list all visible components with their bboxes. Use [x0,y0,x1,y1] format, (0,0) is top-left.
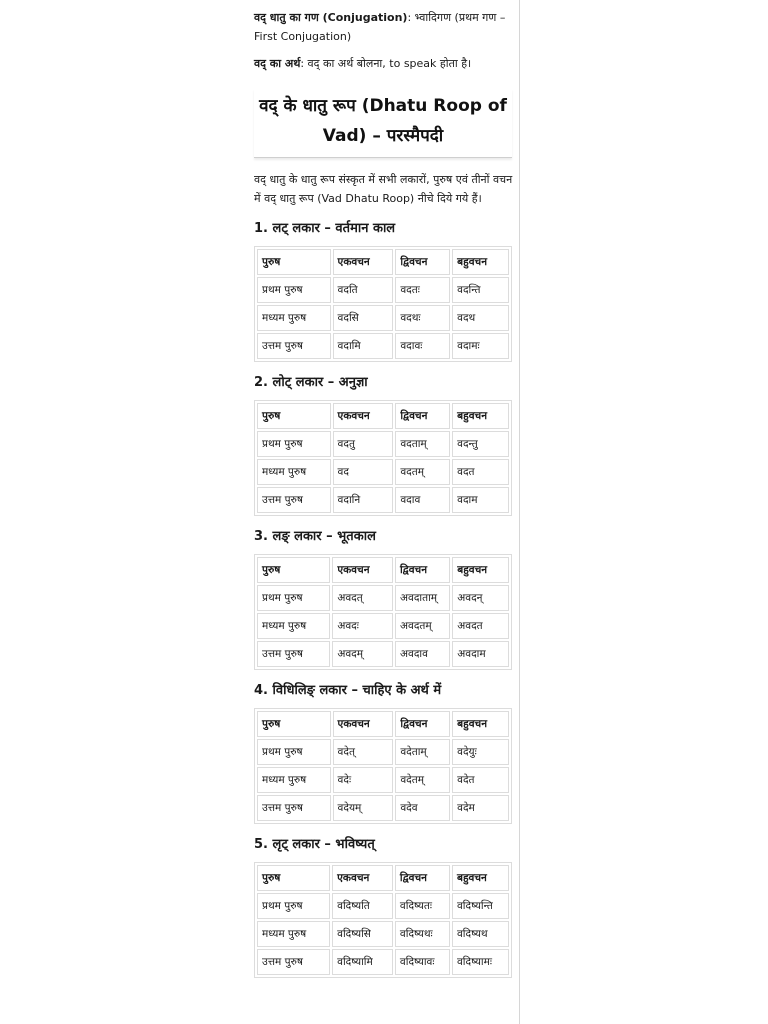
meaning-paragraph [254,54,517,73]
table-row [257,585,509,611]
column-header: पुरुष [257,249,331,275]
column-header: द्विवचन [395,249,450,275]
gana-label: वद् धातु का गण (Conjugation) [254,11,408,24]
form-cell: वदिष्यसि [332,921,393,947]
person-cell: मध्यम पुरुष [257,767,331,793]
form-cell: वदिष्यावः [395,949,450,975]
table-row [257,921,509,947]
form-cell: वदावः [395,333,450,359]
form-cell: वदेः [333,767,394,793]
form-cell: वदन्तु [452,431,509,457]
form-cell: वदत [452,459,509,485]
person-cell: प्रथम पुरुष [257,585,330,611]
person-cell: मध्यम पुरुष [257,305,331,331]
form-cell: अवदः [332,613,393,639]
person-cell: प्रथम पुरुष [257,277,331,303]
form-cell: वदानि [333,487,394,513]
table-row [257,739,509,765]
column-header: द्विवचन [395,403,450,429]
table-row [257,305,509,331]
form-cell: अवदाव [395,641,450,667]
column-header: एकवचन [333,711,394,737]
section-heading-box [254,89,512,158]
description-paragraph: वद् धातु के धातु रूप संस्कृत में सभी लकारों, पुरुष एवं तीनों वचन में वद् धातु रूप (Vad Dhatu Roop) नीचे दिये गये हैं। [254,173,513,205]
form-cell: वदेत [452,767,509,793]
form-cell: वदिष्यति [332,893,393,919]
table-row [257,487,509,513]
table-row [257,277,509,303]
form-cell: वदिष्यतः [395,893,450,919]
form-cell: वदेतम् [395,767,450,793]
person-cell: उत्तम पुरुष [257,333,331,359]
page-heading: वद् के धातु रूप (Dhatu Roop of Vad) – परस्मैपदी [259,96,507,146]
form-cell: वदतम् [395,459,450,485]
table-row [257,459,509,485]
person-cell: उत्तम पुरुष [257,487,331,513]
form-cell: अवदन् [452,585,509,611]
person-cell: प्रथम पुरुष [257,893,330,919]
section-title: 5. लृट् लकार – भविष्यत् [254,837,375,852]
form-cell: वदेव [395,795,450,821]
table-row [257,795,509,821]
table-row [257,333,509,359]
person-cell: मध्यम पुरुष [257,613,330,639]
gana-value: : भ्वादिगण (प्रथम गण – First Conjugation) [254,11,506,43]
form-cell: वदेत् [333,739,394,765]
form-cell: अवदम् [332,641,393,667]
form-cell: वदेताम् [395,739,450,765]
column-header: एकवचन [332,557,393,583]
section-title: 4. विधिलिङ् लकार – चाहिए के अर्थ में [254,683,442,698]
form-cell: वदिष्यन्ति [452,893,509,919]
conjugation-table [254,554,512,670]
person-cell: उत्तम पुरुष [257,641,330,667]
column-header: द्विवचन [395,557,450,583]
form-cell: अवदत् [332,585,393,611]
article-content [248,0,520,1024]
section-title: 1. लट् लकार – वर्तमान काल [254,221,396,236]
person-cell: प्रथम पुरुष [257,431,331,457]
person-cell: उत्तम पुरुष [257,795,331,821]
person-cell: मध्यम पुरुष [257,921,330,947]
table-row [257,613,509,639]
form-cell: वदथः [395,305,450,331]
conjugation-table [254,246,512,362]
table-header-row [257,865,509,891]
table-row [257,431,509,457]
table-row [257,641,509,667]
column-header: द्विवचन [395,711,450,737]
person-cell: प्रथम पुरुष [257,739,331,765]
person-cell: उत्तम पुरुष [257,949,330,975]
form-cell: वदताम् [395,431,450,457]
form-cell: वदेयुः [452,739,509,765]
form-cell: वदामः [452,333,509,359]
form-cell: वद [333,459,394,485]
column-header: बहुवचन [452,865,509,891]
form-cell: वदिष्यथः [395,921,450,947]
column-header: एकवचन [333,403,394,429]
column-header: पुरुष [257,865,330,891]
column-header: पुरुष [257,557,330,583]
table-header-row [257,249,509,275]
form-cell: अवदाताम् [395,585,450,611]
section-title: 2. लोट् लकार – अनुज्ञा [254,375,368,390]
form-cell: वदन्ति [452,277,509,303]
form-cell: वदतः [395,277,450,303]
form-cell: वदिष्यामः [452,949,509,975]
person-cell: मध्यम पुरुष [257,459,331,485]
conjugation-sections [254,220,517,978]
form-cell: अवदतम् [395,613,450,639]
form-cell: वदतु [333,431,394,457]
form-cell: वदिष्यामि [332,949,393,975]
column-header: पुरुष [257,711,331,737]
form-cell: अवदत [452,613,509,639]
form-cell: वदिष्यथ [452,921,509,947]
column-header: बहुवचन [452,557,509,583]
conjugation-table [254,862,512,978]
form-cell: वदाम [452,487,509,513]
gana-paragraph [254,8,517,46]
form-cell: वदति [333,277,394,303]
column-header: बहुवचन [452,711,509,737]
form-cell: वदथ [452,305,509,331]
table-row [257,767,509,793]
meaning-value: : वद् का अर्थ बोलना, to speak होता है। [300,57,472,70]
column-header: बहुवचन [452,249,509,275]
section-title: 3. लङ् लकार – भूतकाल [254,529,376,544]
form-cell: वदसि [333,305,394,331]
table-row [257,893,509,919]
column-header: एकवचन [333,249,394,275]
form-cell: वदाव [395,487,450,513]
form-cell: अवदाम [452,641,509,667]
conjugation-table [254,708,512,824]
table-header-row [257,557,509,583]
column-header: द्विवचन [395,865,450,891]
table-header-row [257,711,509,737]
column-header: बहुवचन [452,403,509,429]
column-header: एकवचन [332,865,393,891]
column-header: पुरुष [257,403,331,429]
form-cell: वदेयम् [333,795,394,821]
conjugation-table [254,400,512,516]
table-row [257,949,509,975]
form-cell: वदेम [452,795,509,821]
form-cell: वदामि [333,333,394,359]
meaning-label: वद् का अर्थ [254,57,301,70]
table-header-row [257,403,509,429]
